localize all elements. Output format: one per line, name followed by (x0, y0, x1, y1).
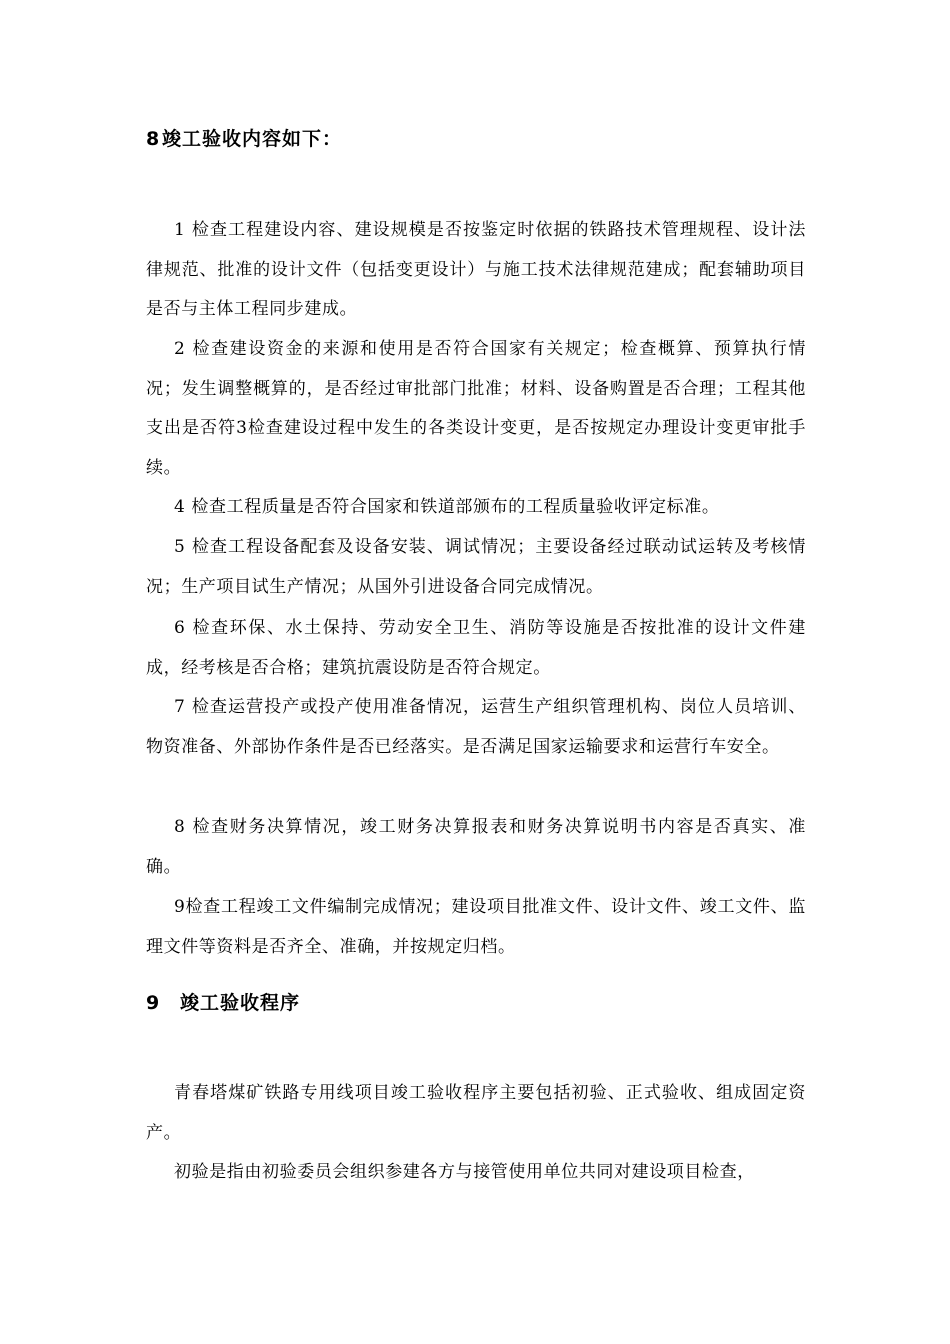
section-9-number: 9 (146, 992, 161, 1014)
item-9-paragraph: 9检查工程竣工文件编制完成情况；建设项目批准文件、设计文件、竣工文件、监理文件等资料是否齐全、准确，并按规定归档。 (146, 897, 806, 957)
procedure-paragraph-1: 青春塔煤矿铁路专用线项目竣工验收程序主要包括初验、正式验收、组成固定资产。 (146, 1083, 806, 1143)
item-7-paragraph: 7 检查运营投产或投产使用准备情况，运营生产组织管理机构、岗位人员培训、物资准备、外部协作条件是否已经落实。是否满足国家运输要求和运营行车安全。 (146, 697, 806, 757)
item-6-paragraph: 6 检查环保、水土保持、劳动安全卫生、消防等设施是否按批准的设计文件建成，经考核是否合格；建筑抗震设防是否符合规定。 (146, 618, 806, 678)
section-8-title: 竣工验收内容如下： (162, 128, 343, 150)
item-4-paragraph: 4 检查工程质量是否符合国家和铁道部颁布的工程质量验收评定标准。 (174, 497, 720, 517)
item-5-paragraph: 5 检查工程设备配套及设备安装、调试情况；主要设备经过联动试运转及考核情况；生产项目试生产情况；从国外引进设备合同完成情况。 (146, 537, 806, 597)
item-2-paragraph: 2 检查建设资金的来源和使用是否符合国家有关规定；检查概算、预算执行情况；发生调整概算的，是否经过审批部门批准；材料、设备购置是否合理；工程其他支出是否符3检查建设过程中发生的各类设计变更，是否按规定办理设计变更审批手续。 (146, 339, 806, 478)
item-8-paragraph: 8 检查财务决算情况，竣工财务决算报表和财务决算说明书内容是否真实、准确。 (146, 817, 806, 877)
section-9-title: 竣工验收程序 (180, 992, 301, 1014)
procedure-paragraph-2: 初验是指由初验委员会组织参建各方与接管使用单位共同对建设项目检查， (174, 1162, 755, 1182)
item-1-paragraph: 1 检查工程建设内容、建设规模是否按鉴定时依据的铁路技术管理规程、设计法律规范、批准的设计文件（包括变更设计）与施工技术法律规范建成；配套辅助项目是否与主体工程同步建成。 (146, 220, 806, 319)
section-8-number: 8 (146, 128, 161, 150)
section-9-heading (146, 988, 300, 1015)
section-8-heading (146, 124, 342, 151)
